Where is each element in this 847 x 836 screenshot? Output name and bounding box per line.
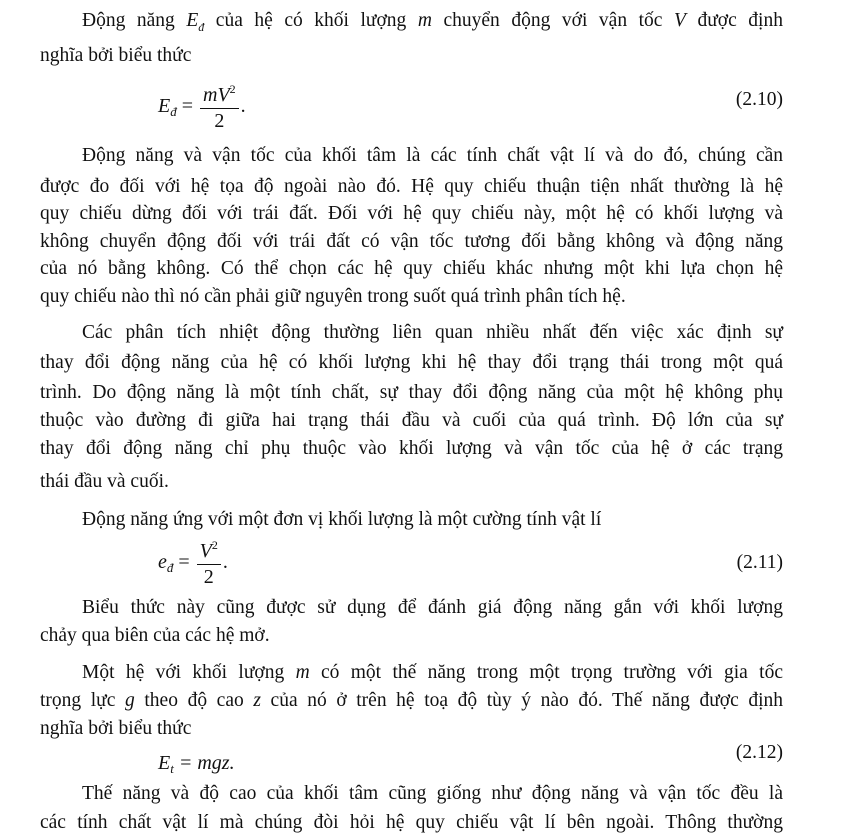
math-symbol: z xyxy=(253,690,261,711)
eq-denominator: 2 xyxy=(203,566,214,588)
text-line: Các phân tích nhiệt động thường liên quan nhiều nhất đến việc xác định sự xyxy=(82,322,783,343)
text-line: nghĩa bởi biểu thức xyxy=(40,718,192,739)
eq-subscript: đ xyxy=(170,104,177,120)
eq-subscript: đ xyxy=(166,560,174,576)
equation-number: (2.10) xyxy=(735,89,783,110)
equation-2-11 xyxy=(158,538,228,589)
text-line: các tính chất vật lí mà chúng đòi hỏi hệ quy chiếu vật lí bên ngoài. Thông thường xyxy=(40,812,783,833)
math-symbol: m xyxy=(295,662,310,683)
equation-2-10 xyxy=(158,82,246,133)
text-line: thay đổi động năng của hệ có khối lượng khi hệ thay đổi trạng thái trong một quá xyxy=(40,352,783,373)
math-symbol: m xyxy=(417,10,432,31)
text-line: chảy qua biên của các hệ mở. xyxy=(40,625,270,646)
eq-numerator: mV xyxy=(203,84,230,106)
eq-lhs: E xyxy=(158,752,171,774)
eq-subscript: t xyxy=(170,761,174,776)
math-symbol: V xyxy=(674,10,686,31)
text-line: Một hệ với khối lượng m có một thế năng trong một trọng trường với gia tốc xyxy=(82,662,783,683)
text-line: Động năng ứng với một đơn vị khối lượng là một cường tính vật lí xyxy=(82,509,602,530)
eq-fraction xyxy=(197,538,221,589)
eq-equals: = xyxy=(178,551,190,574)
text-line: Thế năng và độ cao của khối tâm cũng giống như động năng và vận tốc đều là xyxy=(82,783,783,804)
math-symbol: E xyxy=(186,10,199,31)
eq-lhs: e xyxy=(158,551,167,574)
text-line: quy chiếu dừng đối với trái đất. Đối với hệ quy chiếu này, một hệ có khối lượng và xyxy=(40,203,783,224)
text-line: Biểu thức này cũng được sử dụng để đánh giá động năng gắn với khối lượng xyxy=(82,597,783,618)
text-line: trọng lực g theo độ cao z của nó ở trên hệ toạ độ tùy ý nào đó. Thế năng được định xyxy=(40,690,784,711)
equation-number: (2.12) xyxy=(735,742,783,763)
text-line: Động năng $E_đ$ của hệ có khối lượng m chuyển động với vận tốc V được định xyxy=(82,10,783,34)
text-line: nghĩa bởi biểu thức xyxy=(40,45,192,66)
equation-2-12 xyxy=(158,752,235,777)
text-line: không chuyển động đối với trái đất có vận tốc tương đối bằng không và động năng xyxy=(40,231,783,252)
equation-number: (2.11) xyxy=(736,552,783,573)
text-line: thay đổi động năng chỉ phụ thuộc vào khối lượng và vận tốc của hệ ở các trạng xyxy=(40,438,783,459)
eq-denominator: 2 xyxy=(214,110,225,132)
eq-superscript: 2 xyxy=(211,538,218,552)
eq-equals: = xyxy=(181,95,193,118)
text-line: Động năng và vận tốc của khối tâm là các tính chất vật lí và do đó, chúng cần xyxy=(82,145,783,166)
eq-fraction xyxy=(200,82,239,133)
text-line: quy chiếu nào thì nó cần phải giữ nguyên trong suốt quá trình phân tích hệ. xyxy=(40,286,626,307)
text-line: thuộc vào đường đi giữa hai trạng thái đầu và cuối của quá trình. Độ lớn của sự xyxy=(40,410,783,431)
text-line: thái đầu và cuối. xyxy=(40,471,169,492)
text-line: được đo đối với hệ tọa độ ngoài nào đó. Hệ quy chiếu thuận tiện nhất thường là hệ xyxy=(40,176,783,197)
eq-rhs: = mgz. xyxy=(173,752,235,774)
math-subscript: đ xyxy=(198,19,205,34)
eq-superscript: 2 xyxy=(229,82,236,96)
eq-period: . xyxy=(240,95,246,118)
math-symbol: g xyxy=(125,690,135,711)
eq-period: . xyxy=(222,551,228,574)
eq-lhs: E xyxy=(158,95,171,118)
eq-numerator: V xyxy=(199,540,212,562)
text-line: trình. Do động năng là một tính chất, sự thay đổi động năng của một hệ không phụ xyxy=(40,382,783,403)
text-line: của nó bằng không. Có thể chọn các hệ quy chiếu khác nhưng một khi lựa chọn hệ xyxy=(40,258,783,279)
